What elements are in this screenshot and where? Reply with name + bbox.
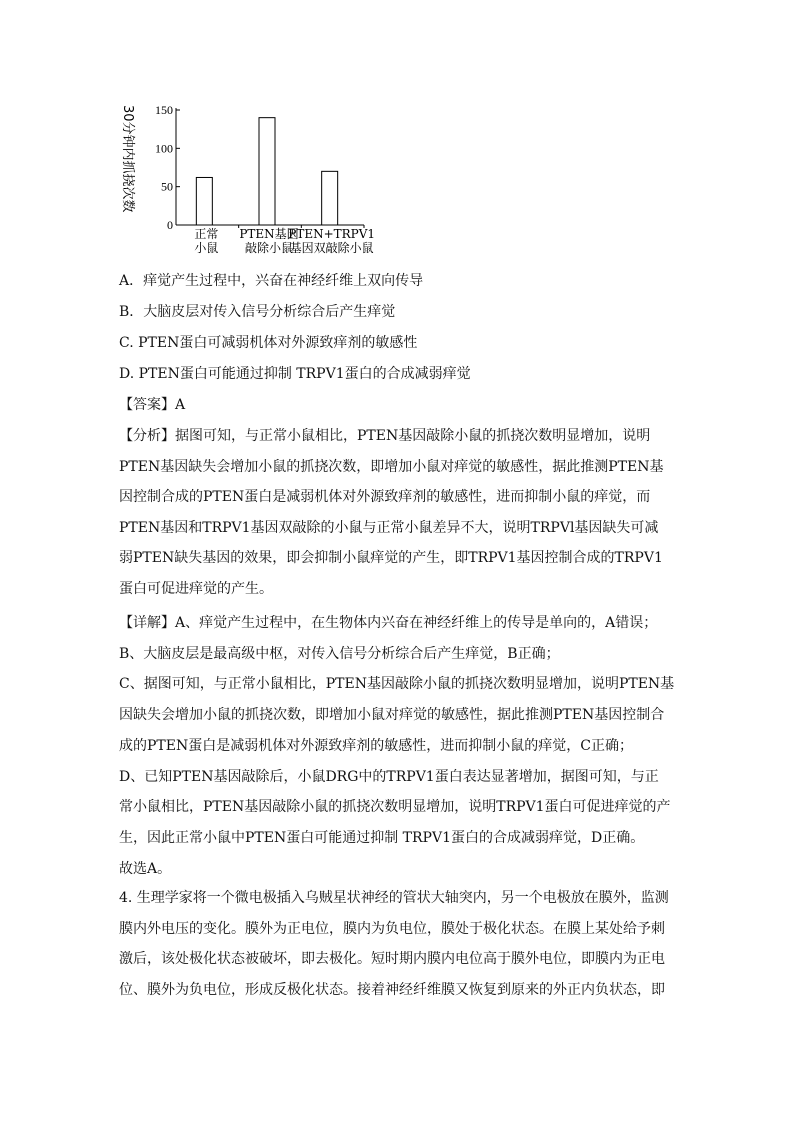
y-tick-label: 0 (167, 218, 173, 232)
question-line: 膜内外电压的变化。膜外为正电位，膜内为负电位，膜处于极化状态。在膜上某处给予刺 (119, 920, 665, 937)
bar (196, 177, 212, 225)
analysis-line: PTEN基因和TRPV1基因双敲除的小鼠与正常小鼠差异不大，说明TRPVl基因缺失可减 (119, 519, 659, 536)
detail-line: 生，因此正常小鼠中PTEN蛋白可能通过抑制 TRPV1蛋白的合成减弱痒觉，D正确。 (119, 829, 645, 846)
y-tick-label: 50 (161, 179, 173, 194)
option-line: C. PTEN蛋白可减弱机体对外源致痒剂的敏感性 (119, 335, 418, 351)
bar (259, 118, 275, 225)
y-tick-label: 150 (155, 103, 173, 117)
detail-line: 常小鼠相比，PTEN基因敲除小鼠的抓挠次数明显增加，说明TRPV1蛋白可促进痒觉的产 (119, 799, 671, 816)
option-line: D. PTEN蛋白可能通过抑制 TRPV1蛋白的合成减弱痒觉 (119, 366, 471, 382)
analysis-line: PTEN基因缺失会增加小鼠的抓挠次数，即增加小鼠对痒觉的敏感性，据此推测PTEN基 (119, 458, 664, 475)
detail-line: 【详解】A、痒觉产生过程中，在生物体内兴奋在神经纤维上的传导是单向的，A错误； (119, 615, 658, 631)
x-tick-label: 敲除小鼠 (244, 241, 294, 255)
bar (322, 171, 338, 225)
detail-line: B、大脑皮层是最高级中枢，对传入信号分析综合后产生痒觉，B正确； (119, 645, 560, 662)
x-tick-label: PTEN基因 (239, 227, 299, 241)
option-line: A．痒觉产生过程中，兴奋在神经纤维上双向传导 (119, 273, 424, 289)
y-tick-label: 100 (155, 141, 173, 156)
detail-line: D、已知PTEN基因敲除后，小鼠DRG中的TRPV1蛋白表达显著增加，据图可知，与正 (119, 768, 659, 785)
x-tick-label: 正常 (194, 227, 219, 241)
question-line: 4. 生理学家将一个微电极插入乌贼星状神经的管状大轴突内，另一个电极放在膜外，监测 (119, 890, 669, 906)
x-tick-label: PTEN+TRPV1 (288, 227, 376, 241)
question-line: 激后，该处极化状态被破坏，即去极化。短时期内膜内电位高于膜外电位，即膜内为正电 (119, 951, 665, 967)
bar-chart (110, 95, 390, 265)
analysis-line: 弱PTEN缺失基因的效果，即会抑制小鼠痒觉的产生，即TRPV1基因控制合成的TRPV1 (119, 550, 663, 566)
detail-line: 成的PTEN蛋白是减弱机体对外源致痒剂的敏感性，进而抑制小鼠的痒觉，C正确； (119, 737, 633, 754)
detail-line: C、据图可知，与正常小鼠相比，PTEN基因敲除小鼠的抓挠次数明显增加，说明PTEN基 (119, 676, 675, 693)
x-tick-label: 小鼠 (194, 241, 219, 255)
analysis-line: 【分析】据图可知，与正常小鼠相比，PTEN基因敲除小鼠的抓挠次数明显增加，说明 (119, 428, 651, 444)
detail-line: 因缺失会增加小鼠的抓挠次数，即增加小鼠对痒觉的敏感性，据此推测PTEN基因控制合 (119, 707, 665, 724)
x-tick-label: 基因双敲除小鼠 (289, 241, 374, 255)
analysis-line: 蛋白可促进痒觉的产生。 (119, 580, 273, 597)
detail-line: 故选A。 (119, 860, 172, 877)
option-line: B．大脑皮层对传入信号分析综合后产生痒觉 (119, 304, 396, 320)
question-line: 位、膜外为负电位，形成反极化状态。接着神经纤维膜又恢复到原来的外正内负状态，即 (119, 981, 665, 998)
analysis-line: 因控制合成的PTEN蛋白是减弱机体对外源致痒剂的敏感性，进而抑制小鼠的痒觉，而 (119, 489, 651, 505)
y-axis-label: 30分钟内抓挠次数 (120, 105, 135, 213)
answer-line: 【答案】A (119, 397, 186, 413)
